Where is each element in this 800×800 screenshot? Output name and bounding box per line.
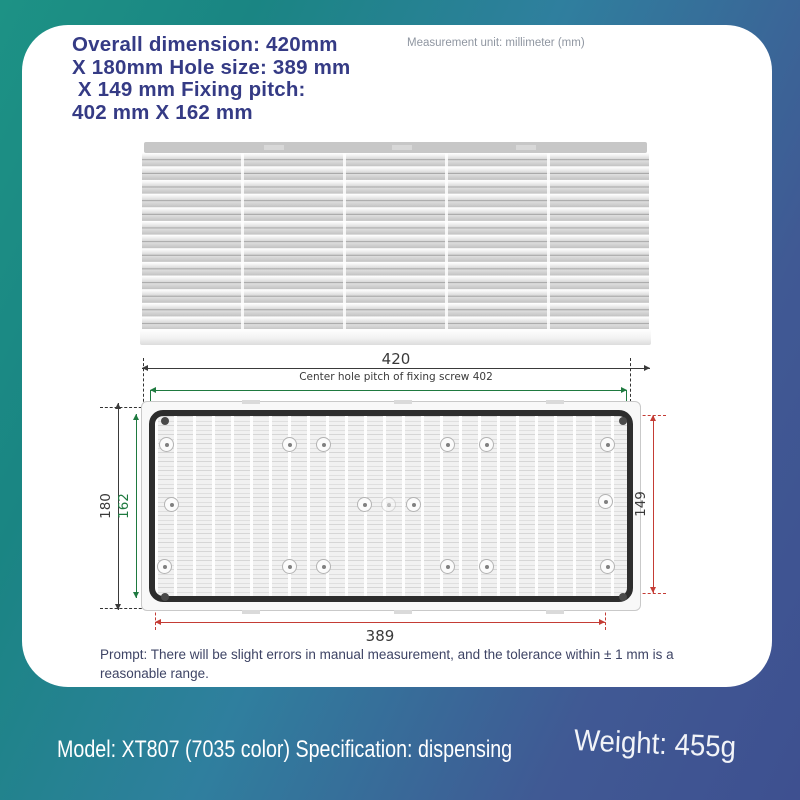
dim-180-label: 180 <box>98 493 114 519</box>
louver-tab <box>264 145 284 150</box>
flange-tab <box>242 610 260 614</box>
louver-slats <box>142 153 649 330</box>
tolerance-note: Prompt: There will be slight errors in manual measurement, and the tolerance within ± 1 mm is a reasonable range. <box>100 647 674 681</box>
flange-tab <box>546 610 564 614</box>
title-line: X 180mm Hole size: 389 mm <box>72 55 351 79</box>
corner-screw <box>161 417 169 425</box>
corner-screw <box>619 593 627 601</box>
dim-389-label: 389 <box>365 627 395 645</box>
corner-screw <box>619 417 627 425</box>
flange-tab <box>546 400 564 404</box>
louver-tab <box>516 145 536 150</box>
screw-boss <box>479 559 494 574</box>
screw-pitch-note: Center hole pitch of fixing screw 402 <box>299 371 493 383</box>
louver-grille-photo <box>140 142 651 345</box>
screw-boss <box>600 437 615 452</box>
title-line: 402 mm X 162 mm <box>72 100 253 124</box>
screw-boss <box>164 497 179 512</box>
screw-boss <box>282 559 297 574</box>
screw-boss <box>440 437 455 452</box>
dim-149-line <box>653 415 654 593</box>
footer-weight: Weight: 455g <box>573 724 737 765</box>
flange-tab <box>242 400 260 404</box>
screw-boss-ghost <box>381 497 396 512</box>
dim-162-label: 162 <box>116 493 132 519</box>
corner-screw <box>161 593 169 601</box>
dim-389-line <box>155 622 605 623</box>
dim-420-label: 420 <box>381 350 411 368</box>
dim-149-label: 149 <box>633 491 649 517</box>
screw-boss <box>406 497 421 512</box>
grille-back-drawing <box>141 401 641 611</box>
screw-boss <box>600 559 615 574</box>
screw-boss <box>157 559 172 574</box>
footer-model-spec: Model: XT807 (7035 color) Specification: dispensing <box>57 736 513 763</box>
screw-boss <box>316 437 331 452</box>
screw-boss <box>282 437 297 452</box>
flange-tab <box>394 400 412 404</box>
screw-boss <box>479 437 494 452</box>
dim-162-line <box>136 414 137 598</box>
measurement-unit-note: Measurement unit: millimeter (mm) <box>407 37 585 49</box>
louver-bottom-base <box>140 329 651 345</box>
screw-boss <box>316 559 331 574</box>
screw-pitch-line <box>150 390 627 391</box>
overall-dimensions-title <box>72 34 350 124</box>
dim-420-line <box>142 368 650 369</box>
louver-top-cap <box>144 142 647 153</box>
flange-tab <box>394 610 412 614</box>
louver-tab <box>392 145 412 150</box>
screw-boss <box>159 437 174 452</box>
title-line: X 149 mm Fixing pitch: <box>72 78 306 101</box>
screw-boss <box>357 497 372 512</box>
screw-boss <box>598 494 613 509</box>
title-line: Overall dimension: 420mm <box>72 33 338 56</box>
screw-boss <box>440 559 455 574</box>
